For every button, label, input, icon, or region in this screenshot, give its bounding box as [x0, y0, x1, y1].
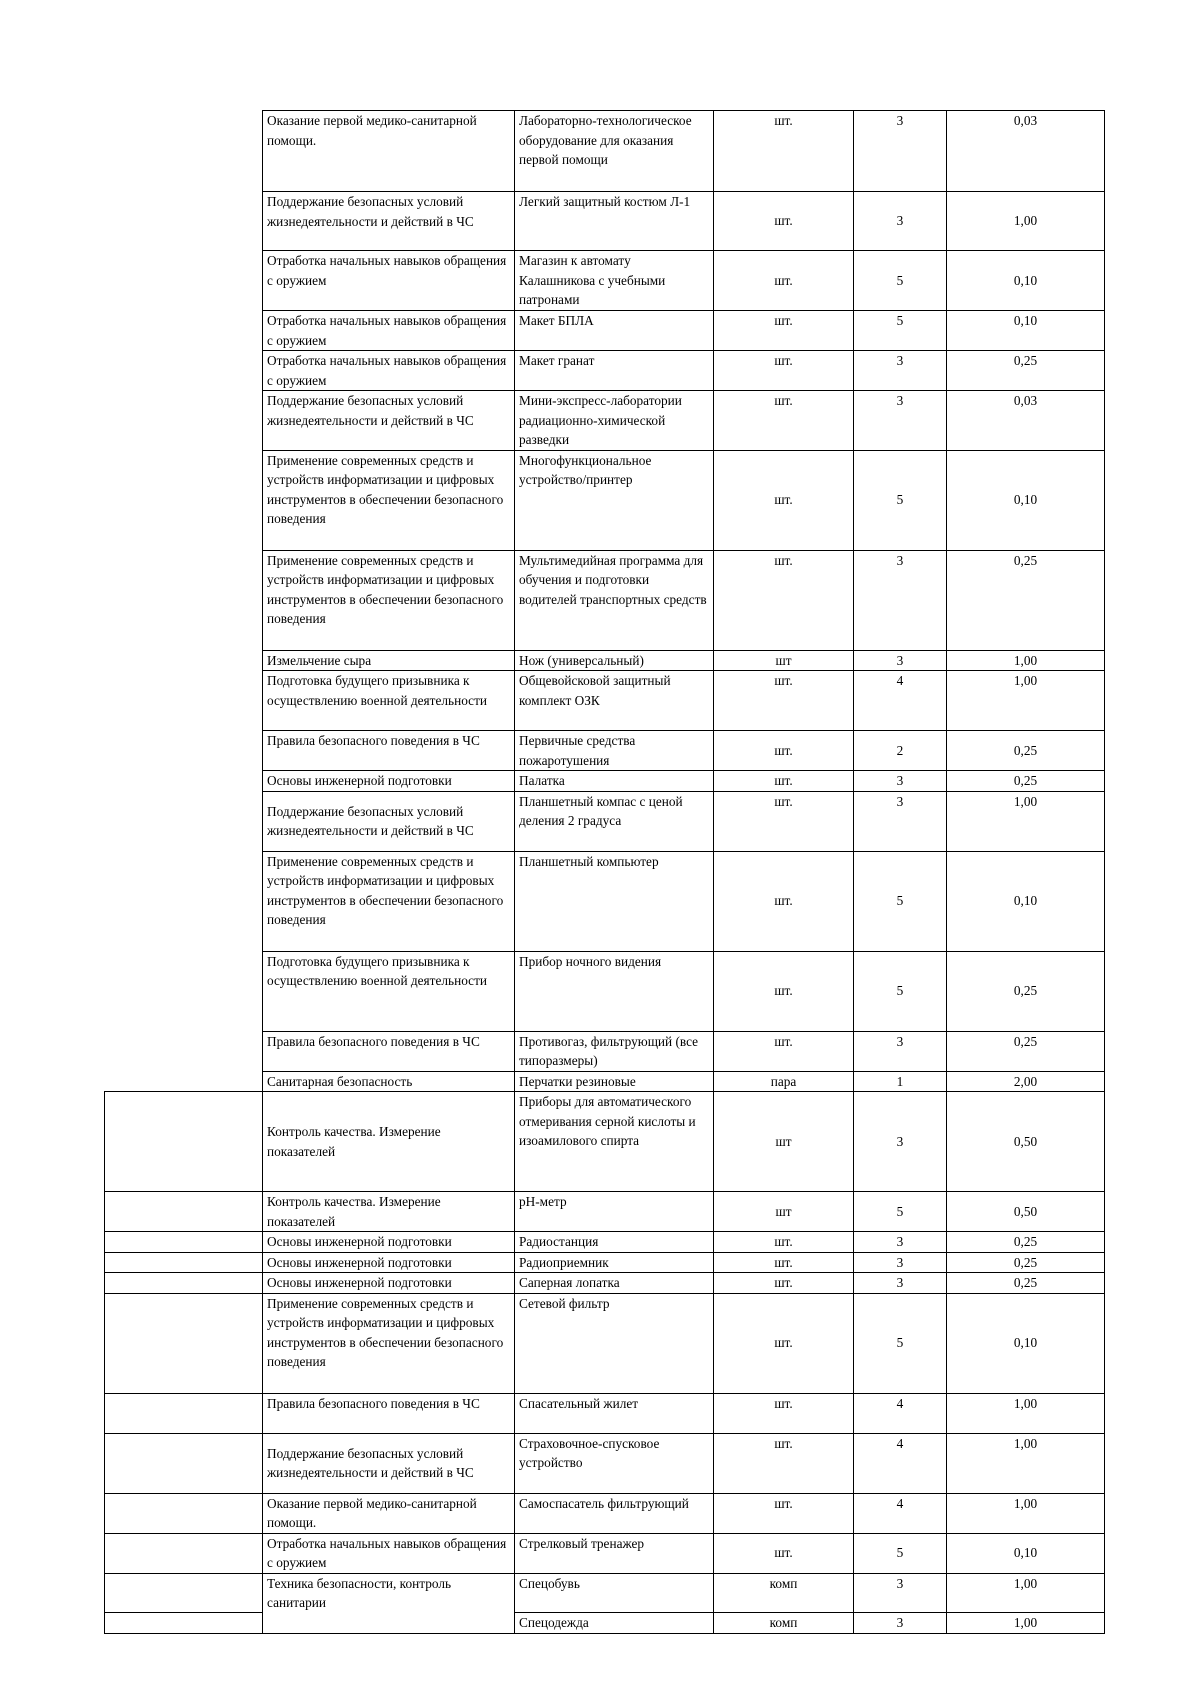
qty-cell: 3	[854, 391, 947, 451]
item-cell: Противогаз, фильтрующий (все типоразмеры)	[515, 1031, 714, 1071]
table-row	[105, 1573, 1105, 1613]
coef-cell: 0,03	[947, 111, 1105, 192]
topic-cell: Применение современных средств и устройств информатизации и цифровых инструментов в обеспечении безопасного поведения	[263, 550, 515, 650]
table-row	[105, 671, 1105, 731]
topic-cell: Основы инженерной подготовки	[263, 1252, 515, 1273]
unit-cell: шт.	[714, 1533, 854, 1573]
empty-cell	[105, 251, 263, 311]
item-cell: Легкий защитный костюм Л-1	[515, 192, 714, 251]
empty-cell	[105, 1192, 263, 1232]
table-row	[105, 251, 1105, 311]
empty-cell	[105, 791, 263, 851]
empty-cell	[105, 771, 263, 792]
unit-cell: шт.	[714, 1252, 854, 1273]
qty-cell: 3	[854, 351, 947, 391]
empty-cell	[105, 1293, 263, 1393]
coef-cell: 0,25	[947, 351, 1105, 391]
empty-cell	[105, 111, 263, 192]
coef-cell: 0,25	[947, 1252, 1105, 1273]
coef-cell: 0,25	[947, 951, 1105, 1031]
item-cell: Палатка	[515, 771, 714, 792]
unit-cell: шт	[714, 1092, 854, 1192]
coef-cell: 1,00	[947, 1393, 1105, 1433]
table-row	[105, 1493, 1105, 1533]
topic-cell: Подготовка будущего призывника к осуществлению военной деятельности	[263, 671, 515, 731]
item-cell: Нож (универсальный)	[515, 650, 714, 671]
qty-cell: 2	[854, 731, 947, 771]
unit-cell: шт.	[714, 550, 854, 650]
table-row	[105, 1192, 1105, 1232]
unit-cell: комп	[714, 1573, 854, 1613]
qty-cell: 5	[854, 311, 947, 351]
table-row	[105, 111, 1105, 192]
topic-cell: Оказание первой медико-санитарной помощи.	[263, 1493, 515, 1533]
item-cell: Мини-экспресс-лаборатории радиационно-химической разведки	[515, 391, 714, 451]
topic-cell: Применение современных средств и устройств информатизации и цифровых инструментов в обеспечении безопасного поведения	[263, 851, 515, 951]
coef-cell: 0,10	[947, 251, 1105, 311]
empty-cell	[105, 1232, 263, 1253]
qty-cell: 3	[854, 1031, 947, 1071]
table-row	[105, 771, 1105, 792]
empty-cell	[105, 311, 263, 351]
topic-cell: Отработка начальных навыков обращения с оружием	[263, 251, 515, 311]
table-row	[105, 391, 1105, 451]
unit-cell: шт	[714, 650, 854, 671]
topic-cell: Поддержание безопасных условий жизнедеятельности и действий в ЧС	[263, 1433, 515, 1493]
table-row	[105, 1293, 1105, 1393]
item-cell: Спецобувь	[515, 1573, 714, 1613]
item-cell: Спецодежда	[515, 1613, 714, 1634]
coef-cell: 1,00	[947, 1613, 1105, 1634]
table-row	[105, 1533, 1105, 1573]
table-row	[105, 311, 1105, 351]
qty-cell: 5	[854, 1533, 947, 1573]
topic-cell: Отработка начальных навыков обращения с оружием	[263, 351, 515, 391]
qty-cell: 3	[854, 791, 947, 851]
table-row	[105, 550, 1105, 650]
unit-cell: шт.	[714, 251, 854, 311]
coef-cell: 2,00	[947, 1071, 1105, 1092]
topic-cell: Поддержание безопасных условий жизнедеятельности и действий в ЧС	[263, 391, 515, 451]
empty-cell	[105, 1493, 263, 1533]
coef-cell: 0,50	[947, 1092, 1105, 1192]
table-row	[105, 1393, 1105, 1433]
empty-cell	[105, 450, 263, 550]
empty-cell	[105, 671, 263, 731]
coef-cell: 0,25	[947, 771, 1105, 792]
table-row	[105, 1252, 1105, 1273]
empty-cell	[105, 1071, 263, 1092]
qty-cell: 5	[854, 1293, 947, 1393]
item-cell: Страховочное-спусковое устройство	[515, 1433, 714, 1493]
qty-cell: 5	[854, 1192, 947, 1232]
unit-cell: шт.	[714, 1433, 854, 1493]
topic-cell: Техника безопасности, контроль санитарии	[263, 1573, 515, 1613]
unit-cell: шт.	[714, 311, 854, 351]
table-row	[105, 951, 1105, 1031]
coef-cell: 0,03	[947, 391, 1105, 451]
unit-cell: шт.	[714, 1393, 854, 1433]
topic-cell: Контроль качества. Измерение показателей	[263, 1092, 515, 1192]
empty-cell	[105, 1393, 263, 1433]
qty-cell: 3	[854, 1613, 947, 1634]
topic-cell: Поддержание безопасных условий жизнедеятельности и действий в ЧС	[263, 791, 515, 851]
qty-cell: 5	[854, 450, 947, 550]
item-cell: Многофункциональное устройство/принтер	[515, 450, 714, 550]
item-cell: Саперная лопатка	[515, 1273, 714, 1294]
item-cell: Лабораторно-технологическое оборудование для оказания первой помощи	[515, 111, 714, 192]
topic-cell: Правила безопасного поведения в ЧС	[263, 731, 515, 771]
empty-cell	[105, 1273, 263, 1294]
item-cell: Самоспасатель фильтрующий	[515, 1493, 714, 1533]
unit-cell: шт.	[714, 1493, 854, 1533]
topic-cell: Контроль качества. Измерение показателей	[263, 1192, 515, 1232]
empty-cell	[105, 1433, 263, 1493]
item-cell: Сетевой фильтр	[515, 1293, 714, 1393]
table-row	[105, 192, 1105, 251]
unit-cell: комп	[714, 1613, 854, 1634]
coef-cell: 0,25	[947, 1031, 1105, 1071]
topic-cell: Правила безопасного поведения в ЧС	[263, 1393, 515, 1433]
unit-cell: шт.	[714, 450, 854, 550]
qty-cell: 3	[854, 771, 947, 792]
qty-cell: 3	[854, 1573, 947, 1613]
empty-cell	[105, 1092, 263, 1192]
topic-cell: Санитарная безопасность	[263, 1071, 515, 1092]
item-cell: Стрелковый тренажер	[515, 1533, 714, 1573]
table-row	[105, 351, 1105, 391]
coef-cell: 1,00	[947, 650, 1105, 671]
table-row	[105, 1613, 1105, 1634]
unit-cell: пара	[714, 1071, 854, 1092]
empty-cell	[105, 1573, 263, 1613]
empty-cell	[105, 391, 263, 451]
equipment-table	[104, 110, 1105, 1634]
topic-cell	[263, 1613, 515, 1634]
coef-cell: 1,00	[947, 671, 1105, 731]
unit-cell: шт.	[714, 1273, 854, 1294]
topic-cell: Правила безопасного поведения в ЧС	[263, 1031, 515, 1071]
item-cell: Планшетный компьютер	[515, 851, 714, 951]
empty-cell	[105, 1252, 263, 1273]
coef-cell: 0,25	[947, 731, 1105, 771]
table-row	[105, 731, 1105, 771]
table-row	[105, 791, 1105, 851]
qty-cell: 5	[854, 951, 947, 1031]
item-cell: Прибор ночного видения	[515, 951, 714, 1031]
table-row	[105, 1433, 1105, 1493]
coef-cell: 0,50	[947, 1192, 1105, 1232]
qty-cell: 4	[854, 1493, 947, 1533]
item-cell: рН-метр	[515, 1192, 714, 1232]
empty-cell	[105, 192, 263, 251]
item-cell: Магазин к автомату Калашникова с учебными патронами	[515, 251, 714, 311]
unit-cell: шт.	[714, 351, 854, 391]
unit-cell: шт.	[714, 192, 854, 251]
coef-cell: 1,00	[947, 791, 1105, 851]
qty-cell: 1	[854, 1071, 947, 1092]
coef-cell: 0,10	[947, 1533, 1105, 1573]
table-row	[105, 1031, 1105, 1071]
topic-cell: Основы инженерной подготовки	[263, 1232, 515, 1253]
table-row	[105, 650, 1105, 671]
qty-cell: 3	[854, 111, 947, 192]
qty-cell: 4	[854, 1433, 947, 1493]
item-cell: Спасательный жилет	[515, 1393, 714, 1433]
unit-cell: шт.	[714, 111, 854, 192]
unit-cell: шт	[714, 1192, 854, 1232]
item-cell: Перчатки резиновые	[515, 1071, 714, 1092]
item-cell: Первичные средства пожаротушения	[515, 731, 714, 771]
empty-cell	[105, 851, 263, 951]
unit-cell: шт.	[714, 791, 854, 851]
unit-cell: шт.	[714, 1232, 854, 1253]
coef-cell: 1,00	[947, 1433, 1105, 1493]
qty-cell: 3	[854, 192, 947, 251]
topic-cell: Применение современных средств и устройств информатизации и цифровых инструментов в обеспечении безопасного поведения	[263, 1293, 515, 1393]
topic-cell: Применение современных средств и устройств информатизации и цифровых инструментов в обеспечении безопасного поведения	[263, 450, 515, 550]
empty-cell	[105, 951, 263, 1031]
coef-cell: 0,25	[947, 1273, 1105, 1294]
empty-cell	[105, 351, 263, 391]
topic-cell: Поддержание безопасных условий жизнедеятельности и действий в ЧС	[263, 192, 515, 251]
coef-cell: 0,10	[947, 851, 1105, 951]
table-row	[105, 1071, 1105, 1092]
table-row	[105, 450, 1105, 550]
empty-cell	[105, 650, 263, 671]
qty-cell: 4	[854, 671, 947, 731]
item-cell: Общевойсковой защитный комплект ОЗК	[515, 671, 714, 731]
qty-cell: 5	[854, 251, 947, 311]
coef-cell: 1,00	[947, 1573, 1105, 1613]
topic-cell: Основы инженерной подготовки	[263, 771, 515, 792]
unit-cell: шт.	[714, 1031, 854, 1071]
qty-cell: 3	[854, 1232, 947, 1253]
empty-cell	[105, 731, 263, 771]
item-cell: Макет гранат	[515, 351, 714, 391]
unit-cell: шт.	[714, 771, 854, 792]
table-row	[105, 1092, 1105, 1192]
coef-cell: 1,00	[947, 192, 1105, 251]
empty-cell	[105, 1613, 263, 1634]
topic-cell: Измельчение сыра	[263, 650, 515, 671]
topic-cell: Отработка начальных навыков обращения с оружием	[263, 1533, 515, 1573]
qty-cell: 3	[854, 1273, 947, 1294]
item-cell: Планшетный компас с ценой деления 2 градуса	[515, 791, 714, 851]
item-cell: Радиоприемник	[515, 1252, 714, 1273]
table-row	[105, 851, 1105, 951]
qty-cell: 3	[854, 1092, 947, 1192]
coef-cell: 0,10	[947, 311, 1105, 351]
unit-cell: шт.	[714, 731, 854, 771]
empty-cell	[105, 1533, 263, 1573]
unit-cell: шт.	[714, 851, 854, 951]
unit-cell: шт.	[714, 671, 854, 731]
item-cell: Макет БПЛА	[515, 311, 714, 351]
coef-cell: 0,25	[947, 1232, 1105, 1253]
qty-cell: 5	[854, 851, 947, 951]
coef-cell: 1,00	[947, 1493, 1105, 1533]
unit-cell: шт.	[714, 1293, 854, 1393]
unit-cell: шт.	[714, 391, 854, 451]
topic-cell: Отработка начальных навыков обращения с оружием	[263, 311, 515, 351]
topic-cell: Подготовка будущего призывника к осуществлению военной деятельности	[263, 951, 515, 1031]
unit-cell: шт.	[714, 951, 854, 1031]
item-cell: Радиостанция	[515, 1232, 714, 1253]
topic-cell: Основы инженерной подготовки	[263, 1273, 515, 1294]
table-row	[105, 1232, 1105, 1253]
item-cell: Приборы для автоматического отмеривания серной кислоты и изоамилового спирта	[515, 1092, 714, 1192]
topic-cell: Оказание первой медико-санитарной помощи.	[263, 111, 515, 192]
empty-cell	[105, 550, 263, 650]
coef-cell: 0,10	[947, 1293, 1105, 1393]
qty-cell: 3	[854, 650, 947, 671]
qty-cell: 3	[854, 550, 947, 650]
empty-cell	[105, 1031, 263, 1071]
table-row	[105, 1273, 1105, 1294]
coef-cell: 0,10	[947, 450, 1105, 550]
qty-cell: 4	[854, 1393, 947, 1433]
coef-cell: 0,25	[947, 550, 1105, 650]
item-cell: Мультимедийная программа для обучения и подготовки водителей транспортных средств	[515, 550, 714, 650]
qty-cell: 3	[854, 1252, 947, 1273]
